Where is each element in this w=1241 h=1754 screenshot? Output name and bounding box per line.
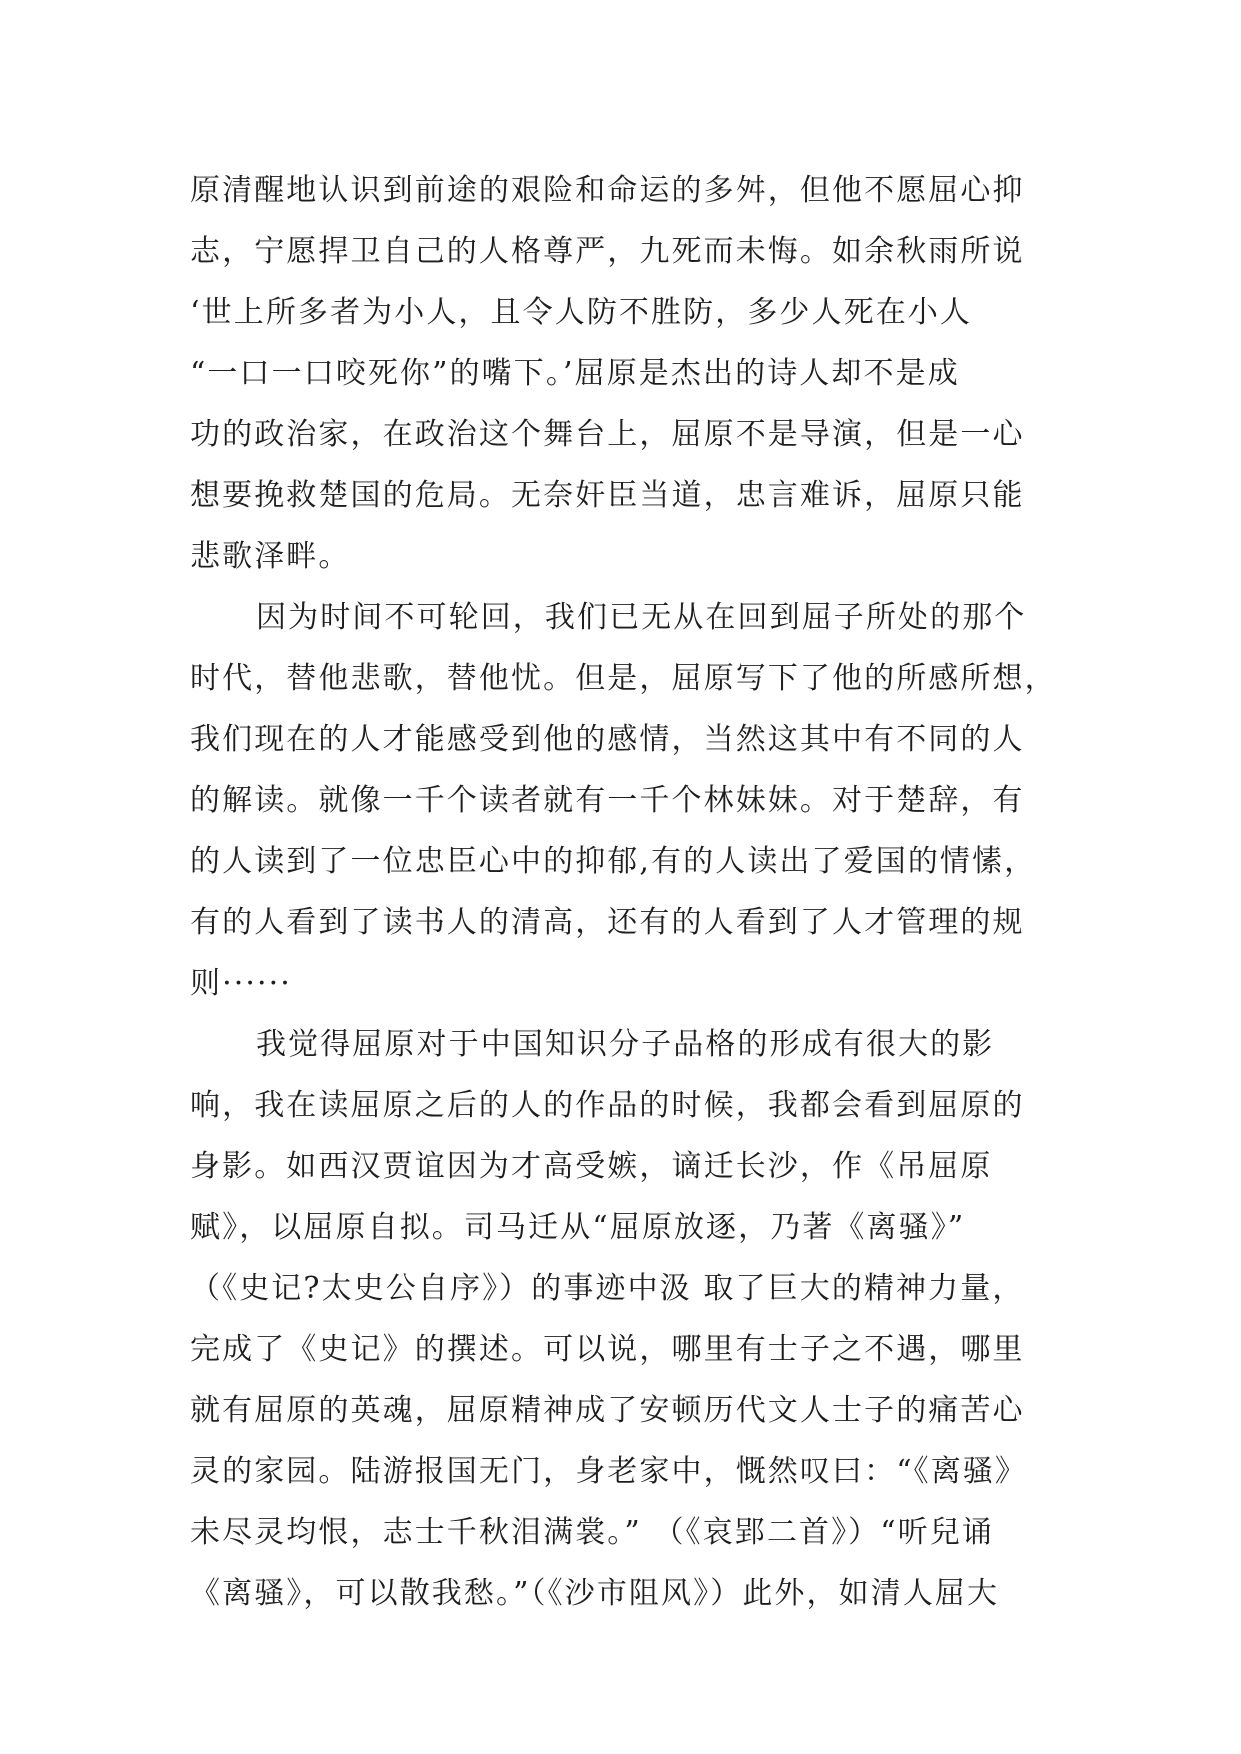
- text-line: 功的政治家，在政治这个舞台上，屈原不是导演，但是一心: [190, 417, 1025, 452]
- text-line: 因为时间不可轮回，我们已无从在回到屈子所处的那个: [256, 600, 1027, 635]
- text-line: 未尽灵均恨，志士千秋泪满裳。” （《哀郢二首》）“听兒诵: [190, 1515, 995, 1550]
- text-line: 有的人看到了读书人的清高，还有的人看到了人才管理的规: [190, 905, 1025, 940]
- text-line: 的解读。就像一千个读者就有一千个林妹妹。对于楚辞，有: [190, 783, 1025, 818]
- text-line: 响，我在读屈原之后的人的作品的时候，我都会看到屈原的: [190, 1088, 1025, 1123]
- text-line: 灵的家园。陆游报国无门，身老家中，慨然叹曰：“《离骚》: [190, 1454, 1028, 1489]
- text-line: 我觉得屈原对于中国知识分子品格的形成有很大的影: [256, 1027, 995, 1062]
- text-line: ‘世上所多者为小人，且令人防不胜防，多少人死在小人: [190, 295, 973, 330]
- text-line: 时代，替他悲歌，替他忧。但是，屈原写下了他的所感所想，: [190, 661, 1057, 696]
- text-line: 则······: [190, 966, 292, 1001]
- text-line: 我们现在的人才能感受到他的感情，当然这其中有不同的人: [190, 722, 1025, 757]
- body-text: [190, 160, 1070, 1624]
- text-line: 想要挽救楚国的危局。无奈奸臣当道，忠言难诉，屈原只能: [190, 478, 1025, 513]
- text-line: 志，宁愿捍卫自己的人格尊严，九死而未悔。如余秋雨所说: [190, 234, 1025, 269]
- text-line: 的人读到了一位忠臣心中的抑郁,有的人读出了爱国的情愫，: [190, 844, 1037, 879]
- paragraph-3: [190, 1014, 1070, 1624]
- text-line: 完成了《史记》的撰述。可以说，哪里有士子之不遇，哪里: [190, 1332, 1025, 1367]
- text-line: 《离骚》，可以散我愁。”（《沙市阻风》）此外，如清人屈大: [190, 1576, 1000, 1611]
- text-line: （《史记?太史公自序》）的事迹中汲 取了巨大的精神力量，: [190, 1271, 1025, 1306]
- text-line: 赋》，以屈原自拟。司马迁从“屈原放逐，乃著《离骚》”: [190, 1210, 966, 1245]
- text-line: 原清醒地认识到前途的艰险和命运的多舛，但他不愿屈心抑: [190, 173, 1025, 208]
- text-line: 就有屈原的英魂，屈原精神成了安顿历代文人士子的痛苦心: [190, 1393, 1025, 1428]
- text-line: “一口一口咬死你”的嘴下。’屈原是杰出的诗人却不是成: [190, 356, 960, 391]
- text-line: 悲歌泽畔。: [190, 539, 351, 574]
- paragraph-1: [190, 160, 1070, 587]
- text-line: 身影。如西汉贾谊因为才高受嫉，谪迁长沙，作《吊屈原: [190, 1149, 993, 1184]
- paragraph-2: [190, 587, 1070, 1014]
